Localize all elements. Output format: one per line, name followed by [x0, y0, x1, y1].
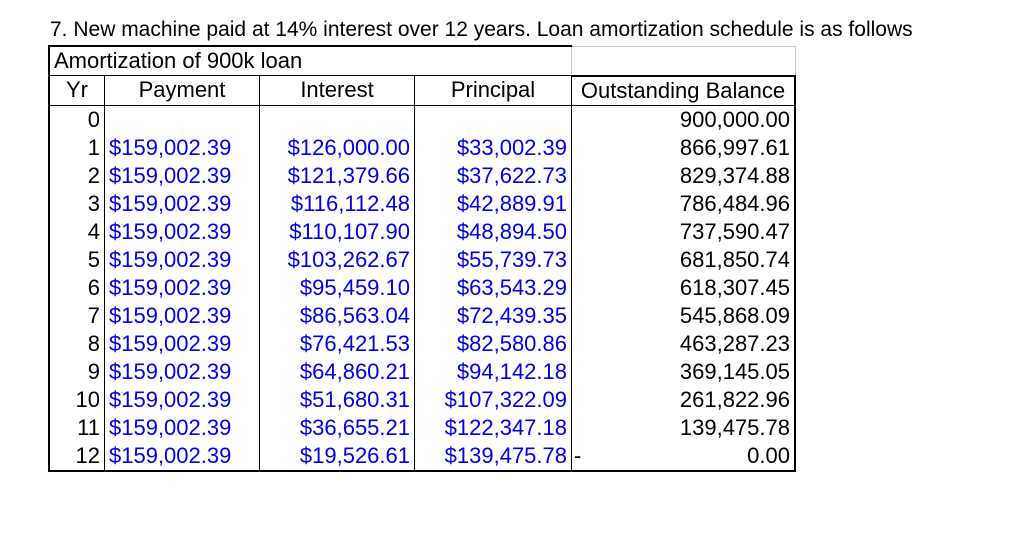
table-row [49, 162, 795, 190]
cell-principal: $94,142.18 [415, 358, 572, 386]
table-row [49, 218, 795, 246]
question-heading: 7. New machine paid at 14% interest over 12 years. Loan amortization schedule is as follows [50, 18, 913, 41]
table-row [49, 442, 795, 471]
cell-principal: $55,739.73 [415, 246, 572, 274]
cell-balance [572, 330, 796, 358]
cell-principal [415, 105, 572, 134]
cell-interest: $95,459.10 [260, 274, 415, 302]
cell-balance-value: 463,287.23 [679, 330, 790, 356]
table-row [49, 190, 795, 218]
table-row [49, 330, 795, 358]
cell-balance-value: 829,374.88 [679, 162, 790, 188]
cell-payment: $159,002.39 [105, 246, 260, 274]
header-balance: Outstanding Balance [572, 76, 796, 106]
cell-principal: $33,002.39 [415, 134, 572, 162]
cell-interest: $116,112.48 [260, 190, 415, 218]
cell-interest: $64,860.21 [260, 358, 415, 386]
title-spacer-cell [572, 46, 796, 76]
cell-balance [572, 246, 796, 274]
cell-interest: $103,262.67 [260, 246, 415, 274]
cell-balance-value: 139,475.78 [679, 414, 790, 440]
cell-balance [572, 190, 796, 218]
cell-balance [572, 134, 796, 162]
cell-yr: 1 [49, 134, 105, 162]
cell-interest: $126,000.00 [260, 134, 415, 162]
cell-yr: 12 [49, 442, 105, 471]
header-yr: Yr [49, 76, 105, 106]
cell-balance [572, 218, 796, 246]
cell-payment: $159,002.39 [105, 162, 260, 190]
table-row [49, 105, 795, 134]
cell-balance [572, 105, 796, 134]
cell-payment: $159,002.39 [105, 358, 260, 386]
header-payment: Payment [105, 76, 260, 106]
cell-payment [105, 105, 260, 134]
cell-balance [572, 162, 796, 190]
header-row [49, 76, 795, 106]
cell-principal: $48,894.50 [415, 218, 572, 246]
cell-payment: $159,002.39 [105, 274, 260, 302]
cell-interest: $86,563.04 [260, 302, 415, 330]
cell-principal: $107,322.09 [415, 386, 572, 414]
cell-yr: 11 [49, 414, 105, 442]
title-spacer-cell [415, 46, 572, 76]
cell-yr: 4 [49, 218, 105, 246]
cell-balance [572, 302, 796, 330]
cell-balance-value: 681,850.74 [679, 246, 790, 272]
cell-interest [260, 105, 415, 134]
cell-principal: $42,889.91 [415, 190, 572, 218]
table-row [49, 246, 795, 274]
cell-balance-value: 618,307.45 [679, 274, 790, 300]
cell-principal: $139,475.78 [415, 442, 572, 471]
cell-balance-value: 786,484.96 [679, 190, 790, 216]
cell-payment: $159,002.39 [105, 442, 260, 471]
cell-yr: 5 [49, 246, 105, 274]
cell-yr: 9 [49, 358, 105, 386]
cell-payment: $159,002.39 [105, 134, 260, 162]
cell-balance-prefix: - [574, 442, 582, 468]
table-row [49, 386, 795, 414]
cell-balance-value: 900,000.00 [679, 106, 790, 132]
cell-yr: 3 [49, 190, 105, 218]
cell-principal: $37,622.73 [415, 162, 572, 190]
table-row [49, 274, 795, 302]
cell-principal: $63,543.29 [415, 274, 572, 302]
table-row [49, 358, 795, 386]
cell-interest: $51,680.31 [260, 386, 415, 414]
cell-payment: $159,002.39 [105, 218, 260, 246]
amortization-table [48, 45, 796, 472]
cell-balance-value: 369,145.05 [679, 358, 790, 384]
cell-payment: $159,002.39 [105, 190, 260, 218]
cell-balance [572, 414, 796, 442]
cell-payment: $159,002.39 [105, 414, 260, 442]
cell-interest: $36,655.21 [260, 414, 415, 442]
cell-principal: $72,439.35 [415, 302, 572, 330]
cell-balance-value: 261,822.96 [679, 386, 790, 412]
header-interest: Interest [260, 76, 415, 106]
table-title: Amortization of 900k loan [49, 46, 415, 76]
cell-balance [572, 358, 796, 386]
cell-yr: 10 [49, 386, 105, 414]
cell-payment: $159,002.39 [105, 386, 260, 414]
cell-balance-value: 0.00 [747, 442, 790, 468]
cell-interest: $19,526.61 [260, 442, 415, 471]
cell-yr: 6 [49, 274, 105, 302]
cell-yr: 7 [49, 302, 105, 330]
cell-interest: $121,379.66 [260, 162, 415, 190]
cell-balance-value: 866,997.61 [679, 134, 790, 160]
cell-balance-value: 545,868.09 [679, 302, 790, 328]
cell-payment: $159,002.39 [105, 330, 260, 358]
cell-interest: $76,421.53 [260, 330, 415, 358]
cell-balance [572, 274, 796, 302]
table-row [49, 414, 795, 442]
cell-yr: 8 [49, 330, 105, 358]
cell-yr: 0 [49, 105, 105, 134]
header-principal: Principal [415, 76, 572, 106]
cell-balance [572, 386, 796, 414]
table-row [49, 302, 795, 330]
cell-payment: $159,002.39 [105, 302, 260, 330]
cell-principal: $122,347.18 [415, 414, 572, 442]
cell-balance-value: 737,590.47 [679, 218, 790, 244]
cell-balance [572, 442, 796, 471]
cell-interest: $110,107.90 [260, 218, 415, 246]
table-title-row [49, 46, 795, 76]
cell-principal: $82,580.86 [415, 330, 572, 358]
table-row [49, 134, 795, 162]
cell-yr: 2 [49, 162, 105, 190]
